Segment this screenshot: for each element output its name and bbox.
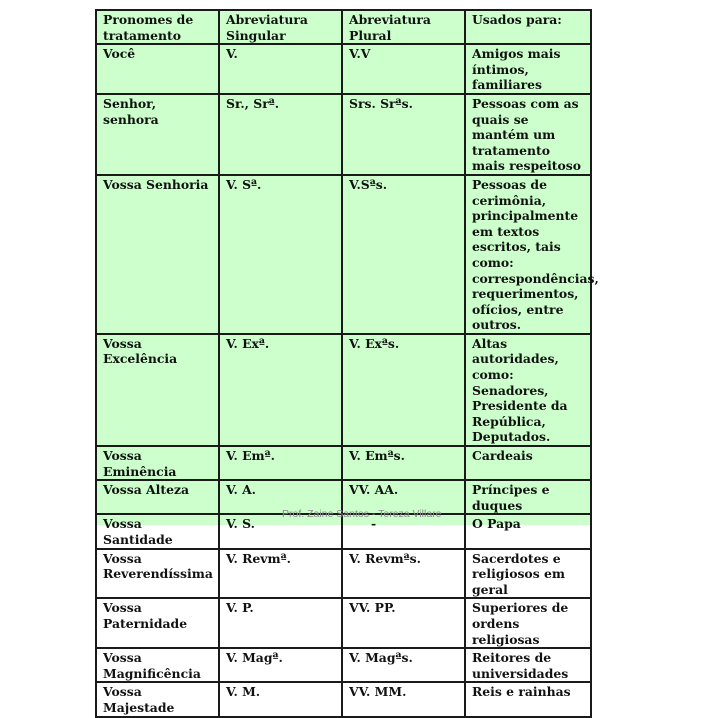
table-row xyxy=(96,648,591,682)
pronoun-cell: Vossa Santidade xyxy=(96,514,219,548)
plural-cell: - xyxy=(342,514,465,548)
plural-cell: Srs. Srªs. xyxy=(342,94,465,175)
pronoun-cell: Vossa Senhoria xyxy=(96,175,219,334)
singular-cell: V. P. xyxy=(219,598,342,648)
usage-cell: Superiores de ordens religiosas xyxy=(465,598,591,648)
header-cell-usage: Usados para: xyxy=(465,10,591,44)
pronoun-cell: Vossa Majestade xyxy=(96,682,219,716)
pronouns-table xyxy=(95,9,599,718)
plural-cell: V. Magªs. xyxy=(342,648,465,682)
pronouns-table-sheet xyxy=(95,9,599,715)
table-header-row xyxy=(96,10,591,44)
header-cell-singular: Abreviatura Singular xyxy=(219,10,342,44)
singular-cell: V. Sª. xyxy=(219,175,342,334)
singular-cell: V. Revmª. xyxy=(219,549,342,599)
singular-cell: V. S. xyxy=(219,514,342,548)
plural-cell: V. Exªs. xyxy=(342,334,465,446)
table-row xyxy=(96,175,591,334)
plural-cell: V. Emªs. xyxy=(342,446,465,480)
singular-cell: V. Emª. xyxy=(219,446,342,480)
usage-cell: Amigos mais íntimos, familiares xyxy=(465,44,591,94)
pronoun-cell: Vossa Eminência xyxy=(96,446,219,480)
slide-footer: Prof. Zaine Santos - Tereza Villare xyxy=(282,508,442,520)
singular-cell: V. Magª. xyxy=(219,648,342,682)
plural-cell: VV. AA. xyxy=(342,480,465,514)
pronoun-cell: Vossa Excelência xyxy=(96,334,219,446)
pronoun-cell: Vossa Alteza xyxy=(96,480,219,514)
usage-cell: Reitores de universidades xyxy=(465,648,591,682)
plural-cell: VV. MM. xyxy=(342,682,465,716)
table-row xyxy=(96,334,591,446)
plural-cell: VV. PP. xyxy=(342,598,465,648)
table-row xyxy=(96,94,591,175)
usage-cell: Pessoas de cerimônia, principalmente em textos escritos, tais como: correspondências, requerimentos, ofícios, entre outros. xyxy=(465,175,591,334)
usage-cell: Cardeais xyxy=(465,446,591,480)
usage-cell: Altas autoridades, como: Senadores, Presidente da República, Deputados. xyxy=(465,334,591,446)
plural-cell: V.Sªs. xyxy=(342,175,465,334)
pronoun-cell: Vossa Paternidade xyxy=(96,598,219,648)
table-row xyxy=(96,446,591,480)
singular-cell: V. xyxy=(219,44,342,94)
singular-cell: Sr., Srª. xyxy=(219,94,342,175)
table-row xyxy=(96,682,591,716)
table-row xyxy=(96,44,591,94)
usage-cell: O Papa xyxy=(465,514,591,548)
plural-cell: V.V xyxy=(342,44,465,94)
usage-cell: Pessoas com as quais se mantém um tratamento mais respeitoso xyxy=(465,94,591,175)
pronoun-cell: Você xyxy=(96,44,219,94)
pronoun-cell: Senhor, senhora xyxy=(96,94,219,175)
header-cell-pronoun: Pronomes de tratamento xyxy=(96,10,219,44)
table-row xyxy=(96,598,591,648)
usage-cell: Sacerdotes e religiosos em geral xyxy=(465,549,591,599)
singular-cell: V. M. xyxy=(219,682,342,716)
header-cell-plural: Abreviatura Plural xyxy=(342,10,465,44)
singular-cell: V. Exª. xyxy=(219,334,342,446)
singular-cell: V. A. xyxy=(219,480,342,514)
table-row xyxy=(96,549,591,599)
plural-cell: V. Revmªs. xyxy=(342,549,465,599)
usage-cell: Príncipes e duques xyxy=(465,480,591,514)
pronoun-cell: Vossa Reverendíssima xyxy=(96,549,219,599)
pronoun-cell: Vossa Magnificência xyxy=(96,648,219,682)
usage-cell: Reis e rainhas xyxy=(465,682,591,716)
